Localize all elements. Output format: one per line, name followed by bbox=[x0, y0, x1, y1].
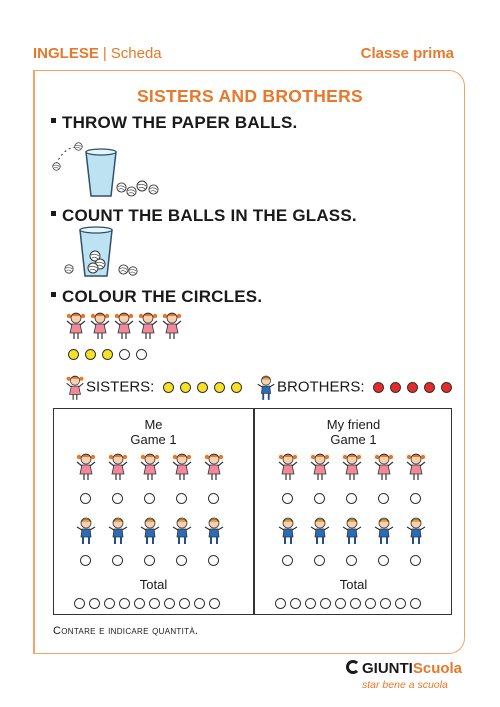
total-circle[interactable] bbox=[209, 598, 220, 609]
legend-circle-yellow bbox=[197, 382, 208, 393]
answer-circle[interactable] bbox=[80, 555, 91, 566]
answer-circle[interactable] bbox=[112, 493, 123, 504]
girl-icon bbox=[115, 313, 133, 339]
friend-girls-circles bbox=[282, 490, 427, 508]
header-left bbox=[33, 45, 162, 62]
footer-note: Contare e indicare quantità. bbox=[53, 625, 199, 637]
total-circle[interactable] bbox=[335, 598, 346, 609]
answer-circle[interactable] bbox=[346, 555, 357, 566]
instruction-2-text: COUNT THE BALLS IN THE GLASS. bbox=[62, 206, 357, 225]
legend-circle-yellow bbox=[231, 382, 242, 393]
legend-circle-red bbox=[424, 382, 435, 393]
legend-circle-yellow bbox=[180, 382, 191, 393]
page-title: SISTERS AND BROTHERS bbox=[136, 86, 364, 106]
ball-icon bbox=[75, 143, 83, 151]
example-circle-filled[interactable] bbox=[102, 349, 113, 360]
glass-count-illustration bbox=[62, 226, 142, 280]
friend-total-circles bbox=[275, 595, 427, 613]
total-circle[interactable] bbox=[380, 598, 391, 609]
total-circle[interactable] bbox=[290, 598, 301, 609]
ball-icon bbox=[88, 263, 98, 273]
example-circle-filled[interactable] bbox=[68, 349, 79, 360]
glass-throw-illustration bbox=[52, 140, 172, 200]
instruction-2 bbox=[51, 206, 357, 226]
ball-icon bbox=[119, 265, 128, 274]
legend-circle-red bbox=[407, 382, 418, 393]
answer-circle[interactable] bbox=[410, 493, 421, 504]
boy-icon bbox=[77, 518, 95, 544]
friend-boys-circles bbox=[282, 552, 427, 570]
logo-g-icon bbox=[346, 660, 360, 674]
header-class: Classe prima bbox=[360, 45, 454, 62]
example-circle-filled[interactable] bbox=[85, 349, 96, 360]
instruction-3 bbox=[51, 287, 262, 307]
legend-circle-yellow bbox=[163, 382, 174, 393]
legend-brothers-label: BROTHERS: bbox=[277, 378, 365, 396]
friend-girls-row bbox=[276, 451, 436, 483]
answer-circle[interactable] bbox=[176, 493, 187, 504]
girl-icon bbox=[67, 313, 85, 339]
ball-icon bbox=[53, 163, 61, 171]
boy-icon bbox=[407, 518, 425, 544]
legend-circle-red bbox=[390, 382, 401, 393]
girl-icon bbox=[343, 454, 361, 480]
game-table bbox=[53, 408, 452, 615]
total-circle[interactable] bbox=[350, 598, 361, 609]
answer-circle[interactable] bbox=[282, 493, 293, 504]
boy-icon bbox=[173, 518, 191, 544]
ball-icon bbox=[137, 181, 147, 191]
boy-icon bbox=[258, 376, 275, 400]
table-head-me bbox=[54, 417, 253, 447]
answer-circle[interactable] bbox=[80, 493, 91, 504]
glass-icon bbox=[86, 152, 116, 196]
total-circle[interactable] bbox=[74, 598, 85, 609]
friend-boys-row bbox=[276, 515, 436, 547]
example-circle-empty[interactable] bbox=[136, 349, 147, 360]
publisher-logo bbox=[346, 660, 462, 677]
girl-icon bbox=[139, 313, 157, 339]
legend-sisters-label: SISTERS: bbox=[86, 378, 155, 396]
me-total-circles bbox=[74, 595, 226, 613]
answer-circle[interactable] bbox=[282, 555, 293, 566]
total-circle[interactable] bbox=[395, 598, 406, 609]
ball-icon bbox=[65, 265, 73, 273]
answer-circle[interactable] bbox=[378, 555, 389, 566]
me-girls-circles bbox=[80, 490, 225, 508]
header-type: Scheda bbox=[110, 45, 162, 62]
girl-icon bbox=[311, 454, 329, 480]
example-girls-row bbox=[64, 310, 184, 347]
bullet-icon bbox=[51, 292, 56, 297]
total-circle[interactable] bbox=[320, 598, 331, 609]
logo-suffix: Scuola bbox=[412, 660, 463, 677]
girl-icon bbox=[279, 454, 297, 480]
me-boys-row bbox=[74, 515, 234, 547]
table-head-friend-line1: My friend bbox=[326, 417, 381, 432]
ball-icon bbox=[127, 187, 136, 196]
total-circle[interactable] bbox=[119, 598, 130, 609]
instruction-1 bbox=[51, 113, 297, 133]
table-head-me-line2: Game 1 bbox=[130, 432, 177, 447]
ball-icon bbox=[129, 267, 137, 275]
total-circle[interactable] bbox=[305, 598, 316, 609]
answer-circle[interactable] bbox=[314, 555, 325, 566]
answer-circle[interactable] bbox=[208, 493, 219, 504]
example-circle-empty[interactable] bbox=[119, 349, 130, 360]
me-boys-circles bbox=[80, 552, 225, 570]
boy-icon bbox=[279, 518, 297, 544]
answer-circle[interactable] bbox=[176, 555, 187, 566]
total-circle[interactable] bbox=[275, 598, 286, 609]
me-total-label: Total bbox=[139, 577, 168, 592]
total-circle[interactable] bbox=[164, 598, 175, 609]
total-circle[interactable] bbox=[89, 598, 100, 609]
page-frame-left-edge bbox=[33, 70, 35, 654]
instruction-1-text: THROW THE PAPER BALLS. bbox=[62, 113, 298, 132]
legend-sisters bbox=[64, 373, 248, 401]
total-circle[interactable] bbox=[104, 598, 115, 609]
answer-circle[interactable] bbox=[346, 493, 357, 504]
header-subject: INGLESE bbox=[33, 45, 99, 62]
legend-circle-red bbox=[441, 382, 452, 393]
legend-brothers bbox=[255, 373, 458, 401]
girl-icon bbox=[163, 313, 181, 339]
girl-icon bbox=[141, 454, 159, 480]
boy-icon bbox=[375, 518, 393, 544]
answer-circle[interactable] bbox=[314, 493, 325, 504]
girl-icon bbox=[173, 454, 191, 480]
boy-icon bbox=[311, 518, 329, 544]
girl-icon bbox=[91, 313, 109, 339]
answer-circle[interactable] bbox=[378, 493, 389, 504]
girl-icon bbox=[375, 454, 393, 480]
girl-icon bbox=[67, 376, 84, 400]
answer-circle[interactable] bbox=[144, 555, 155, 566]
legend-circle-red bbox=[373, 382, 384, 393]
boy-icon bbox=[109, 518, 127, 544]
girl-icon bbox=[407, 454, 425, 480]
friend-total-label: Total bbox=[339, 577, 368, 592]
boy-icon bbox=[343, 518, 361, 544]
answer-circle[interactable] bbox=[112, 555, 123, 566]
answer-circle[interactable] bbox=[410, 555, 421, 566]
answer-circle[interactable] bbox=[144, 493, 155, 504]
girl-icon bbox=[77, 454, 95, 480]
ball-icon bbox=[117, 183, 126, 192]
girl-icon bbox=[205, 454, 223, 480]
boy-icon bbox=[205, 518, 223, 544]
example-circles bbox=[68, 346, 153, 364]
total-circle[interactable] bbox=[365, 598, 376, 609]
answer-circle[interactable] bbox=[208, 555, 219, 566]
legend-circle-yellow bbox=[214, 382, 225, 393]
table-head-friend-line2: Game 1 bbox=[330, 432, 377, 447]
total-circle[interactable] bbox=[410, 598, 421, 609]
total-circle[interactable] bbox=[179, 598, 190, 609]
logo-tagline: star bene a scuola bbox=[362, 679, 448, 691]
me-girls-row bbox=[74, 451, 234, 483]
header-separator: | bbox=[102, 45, 107, 62]
logo-prefix: GIUNTI bbox=[362, 660, 413, 677]
ball-icon bbox=[149, 185, 158, 194]
bullet-icon bbox=[51, 118, 56, 123]
total-circle[interactable] bbox=[194, 598, 205, 609]
total-circle[interactable] bbox=[134, 598, 145, 609]
table-head-me-line1: Me bbox=[144, 417, 163, 432]
table-head-friend bbox=[254, 417, 453, 447]
girl-icon bbox=[109, 454, 127, 480]
boy-icon bbox=[141, 518, 159, 544]
instruction-3-text: COLOUR THE CIRCLES. bbox=[62, 287, 263, 306]
bullet-icon bbox=[51, 211, 56, 216]
total-circle[interactable] bbox=[149, 598, 160, 609]
